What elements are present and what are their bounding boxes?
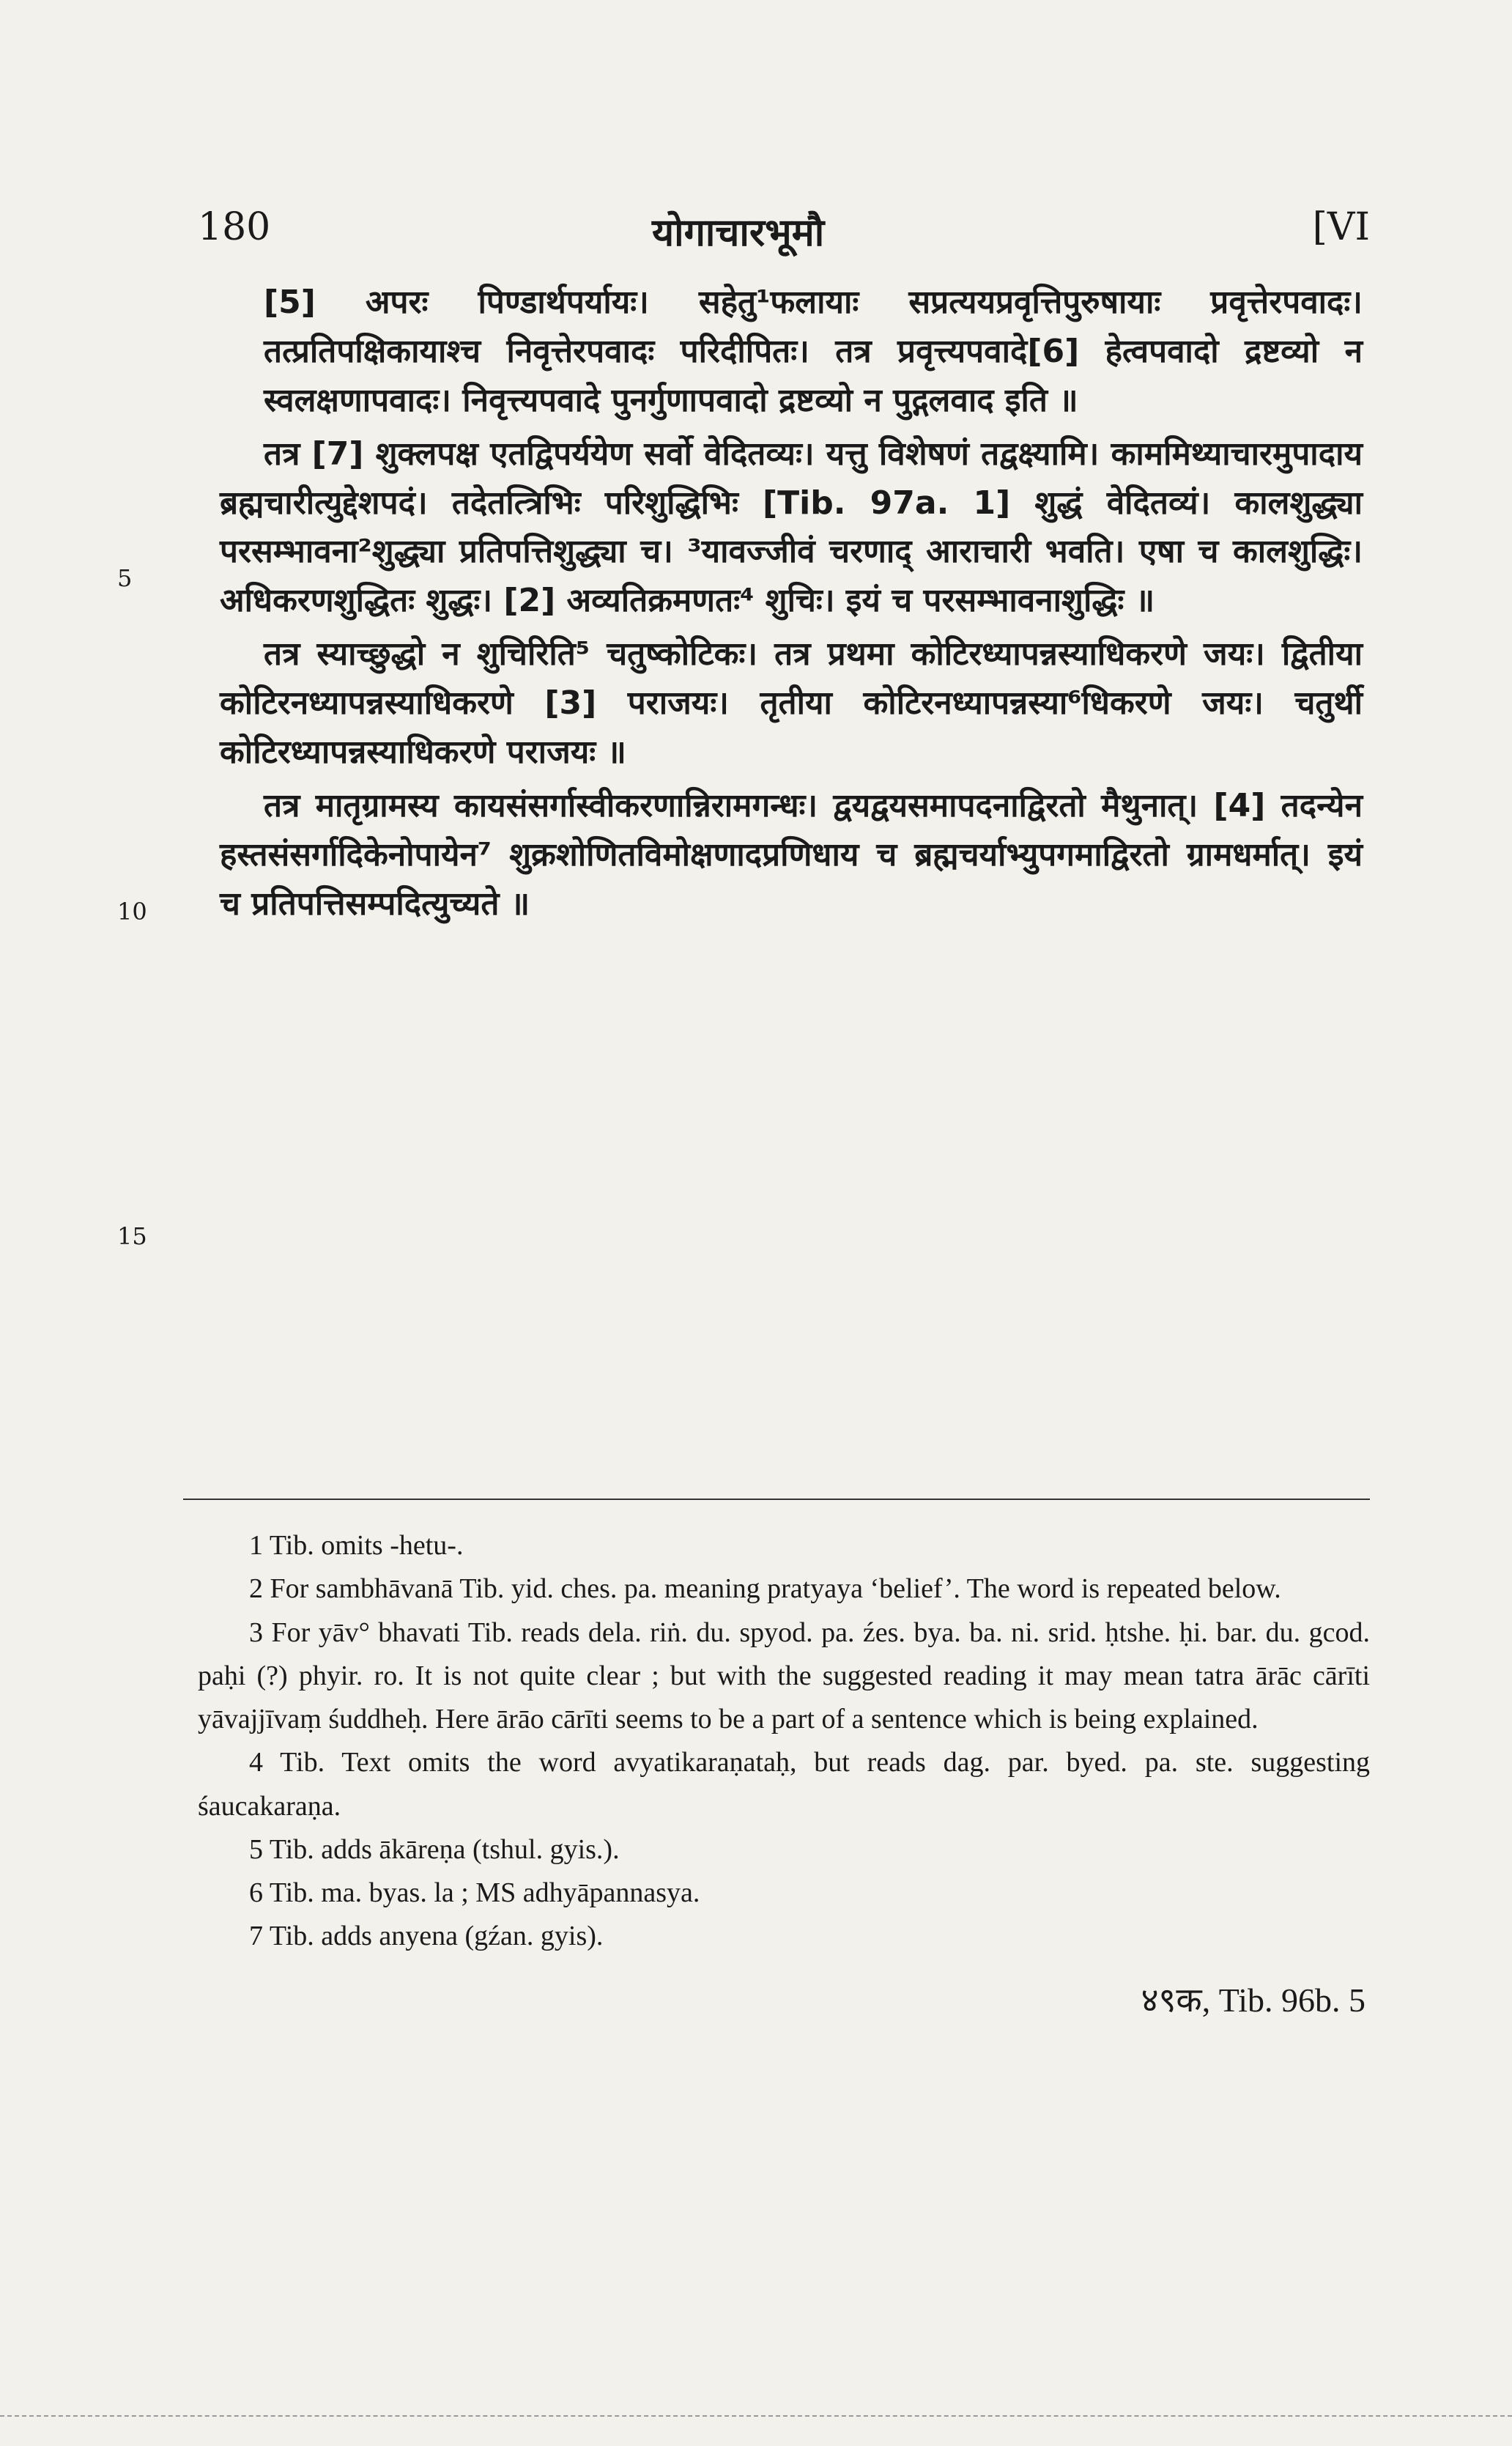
paragraph: तत्र [7] शुक्लपक्ष एतद्विपर्ययेण सर्वो वेदितव्यः। यत्तु विशेषणं तद्वक्ष्यामि। काममिथ्याचारमुपादाय ब्रह्मचारीत्युद्देशपदं। तदेतत्त्रिभिः परिशुद्धिभिः [Tib. 97a. 1] शुद्धं वेदितव्यं। कालशुद्ध्या परसम्भावना²शुद्ध्या प्रतिपत्तिशुद्ध्या च। ³यावज्जीवं चरणाद् आराचारी भवति। एषा च कालशुद्धिः। अधिकरणशुद्धितः शुद्धः। [2] अव्यतिक्रमणतः⁴ शुचिः। इयं च परसम्भावनाशुद्धिः ॥ (220, 435, 1363, 620)
sanskrit-text (220, 278, 1363, 933)
line-number: 10 (117, 898, 147, 925)
footnote: 5 Tib. adds ākāreṇa (tshul. gyis.). (249, 1833, 620, 1865)
manuscript-reference: ४९क, Tib. 96b. 5 (1141, 1981, 1365, 2019)
footnote: 4 Tib. Text omits the word avyatikaraṇataḥ, but reads dag. par. byed. pa. ste. suggesting śaucakaraṇa. (198, 1747, 1370, 1822)
running-title: योगाचारभूमौ (652, 211, 825, 255)
footnote: 7 Tib. adds anyena (gźan. gyis). (249, 1921, 604, 1952)
footnote-divider (183, 1499, 1370, 1500)
footnote: 2 For sambhāvanā Tib. yid. ches. pa. meaning pratyaya ‘belief’. The word is repeated below. (249, 1573, 1281, 1605)
footnotes (198, 1524, 1370, 1959)
footnote: 6 Tib. ma. byas. la ; MS adhyāpannasya. (249, 1877, 700, 1909)
page-header (198, 205, 1370, 264)
section-marker: [VI (1312, 205, 1370, 249)
paragraph: तत्र स्याच्छुद्धो न शुचिरिति⁵ चतुष्कोटिकः। तत्र प्रथमा कोटिरध्यापन्नस्याधिकरणे जयः। द्वितीया कोटिरनध्यापन्नस्याधिकरणे [3] पराजयः। तृतीया कोटिरनध्यापन्नस्या⁶धिकरणे जयः। चतुर्थी कोटिरध्यापन्नस्याधिकरणे पराजयः ॥ (220, 635, 1363, 771)
footnote: 1 Tib. omits -hetu-. (249, 1530, 464, 1561)
page-number: 180 (198, 205, 271, 249)
footnote: 3 For yāv° bhavati Tib. reads dela. riṅ. du. spyod. pa. źes. bya. ba. ni. srid. ḥtshe. ḥi. bar. du. gcod. paḥi (?) phyir. ro. It is not quite clear ; but with the suggested reading it may mean tatra ārāc cārīti yāvajjīvaṃ śuddheḥ. Here ārāo cārīti seems to be a part of a sentence which is being explained. (198, 1616, 1370, 1735)
line-number: 5 (117, 564, 133, 592)
paragraph: तत्र मातृग्रामस्य कायसंसर्गास्वीकरणान्निरामगन्धः। द्वयद्वयसमापदनाद्विरतो मैथुनात्। [4] तदन्येन हस्तसंसर्गादिकेनोपायेन⁷ शुक्रशोणितविमोक्षणादप्रणिधाय च ब्रह्मचर्याभ्युपगमाद्विरतो ग्रामधर्मात्। इयं च प्रतिपत्तिसम्पदित्युच्यते ॥ (220, 786, 1363, 923)
page-edge (0, 2415, 1512, 2446)
paragraph: [5] अपरः पिण्डार्थपर्यायः। सहेतु¹फलायाः सप्रत्ययप्रवृत्तिपुरुषायाः प्रवृत्तेरपवादः। तत्प्रतिपक्षिकायाश्च निवृत्तेरपवादः परिदीपितः। तत्र प्रवृत्त्यपवादे[6] हेत्वपवादो द्रष्टव्यो न स्वलक्षणापवादः। निवृत्त्यपवादे पुनर्गुणापवादो द्रष्टव्यो न पुद्गलवाद इति ॥ (264, 284, 1363, 419)
line-number: 15 (117, 1222, 147, 1250)
